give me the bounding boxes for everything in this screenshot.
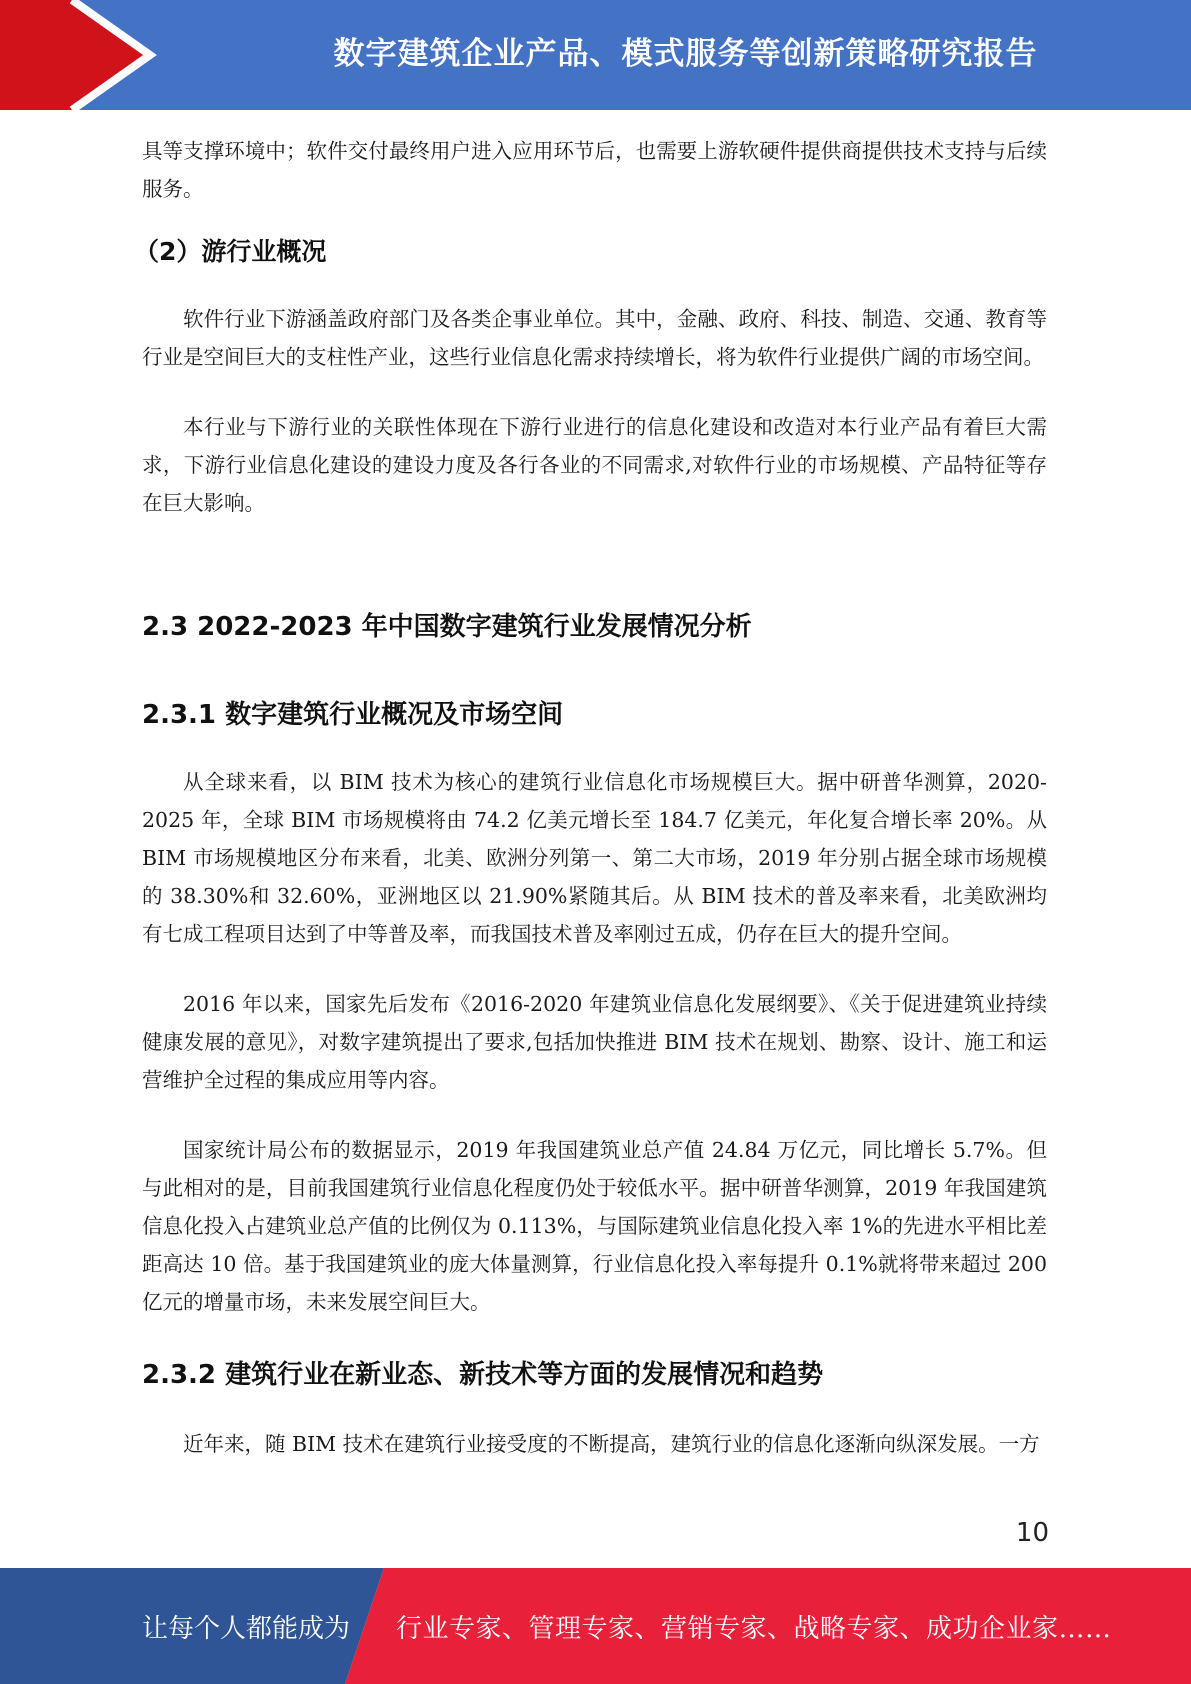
header-arrow-graphic bbox=[0, 0, 200, 110]
page-number: 10 bbox=[1015, 1518, 1049, 1548]
trends-paragraph-1: 近年来，随 BIM 技术在建筑行业接受度的不断提高，建筑行业的信息化逐渐向纵深发展。一方 bbox=[183, 1432, 1040, 1456]
downstream-paragraph-2: 本行业与下游行业的关联性体现在下游行业进行的信息化建设和改造对本行业产品有着巨大需求，下游行业信息化建设的建设力度及各行各业的不同需求,对软件行业的市场规模、产品特征等存在巨大影响。 bbox=[142, 415, 1047, 515]
footer-slogan-left: 让每个人都能成为 bbox=[142, 1613, 351, 1644]
report-title: 数字建筑企业产品、模式服务等创新策略研究报告 bbox=[333, 35, 1038, 72]
continuation-paragraph: 具等支撑环境中；软件交付最终用户进入应用环节后，也需要上游软硬件提供商提供技术支持与后续服务。 bbox=[142, 139, 1047, 201]
page-header bbox=[0, 0, 1191, 110]
footer-slogan-right: 行业专家、管理专家、营销专家、战略专家、成功企业家…… bbox=[396, 1613, 1112, 1644]
section-2-3-heading: 2.3 2022-2023 年中国数字建筑行业发展情况分析 bbox=[142, 612, 752, 642]
downstream-industry-heading: （2）游行业概况 bbox=[134, 237, 327, 266]
page-footer bbox=[0, 1568, 1191, 1684]
section-2-3-2-heading: 2.3.2 建筑行业在新业态、新技术等方面的发展情况和趋势 bbox=[142, 1360, 824, 1390]
market-space-paragraph-1: 从全球来看，以 BIM 技术为核心的建筑行业信息化市场规模巨大。据中研普华测算，2020-2025 年，全球 BIM 市场规模将由 74.2 亿美元增长至 184.7 亿美元，年化复合增长率 20%。从 BIM 市场规模地区分布来看，北美、欧洲分列第一、第二大市场，2019 年分别占据全球市场规模的 38.30%和 32.60%，亚洲地区以 21.90%紧随其后。从 BIM 技术的普及率来看，北美欧洲均有七成工程项目达到了中等普及率，而我国技术普及率刚过五成，仍存在巨大的提升空间。 bbox=[142, 770, 1047, 946]
section-2-3-1-heading: 2.3.1 数字建筑行业概况及市场空间 bbox=[142, 700, 564, 730]
arrow-red-shape bbox=[0, 0, 150, 110]
page-content bbox=[134, 132, 1047, 1463]
market-space-paragraph-3: 国家统计局公布的数据显示，2019 年我国建筑业总产值 24.84 万亿元，同比增长 5.7%。但与此相对的是，目前我国建筑行业信息化程度仍处于较低水平。据中研普华测算，2019 年我国建筑信息化投入占建筑业总产值的比例仅为 0.113%，与国际建筑业信息化投入率 1%的先进水平相比差距高达 10 倍。基于我国建筑业的庞大体量测算，行业信息化投入率每提升 0.1%就将带来超过 200 亿元的增量市场，未来发展空间巨大。 bbox=[142, 1138, 1047, 1314]
downstream-paragraph-1: 软件行业下游涵盖政府部门及各类企事业单位。其中，金融、政府、科技、制造、交通、教育等行业是空间巨大的支柱性产业，这些行业信息化需求持续增长，将为软件行业提供广阔的市场空间。 bbox=[142, 307, 1047, 369]
market-space-paragraph-2: 2016 年以来，国家先后发布《2016-2020 年建筑业信息化发展纲要》、《关于促进建筑业持续健康发展的意见》，对数字建筑提出了要求,包括加快推进 BIM 技术在规划、勘察、设计、施工和运营维护全过程的集成应用等内容。 bbox=[142, 992, 1047, 1092]
